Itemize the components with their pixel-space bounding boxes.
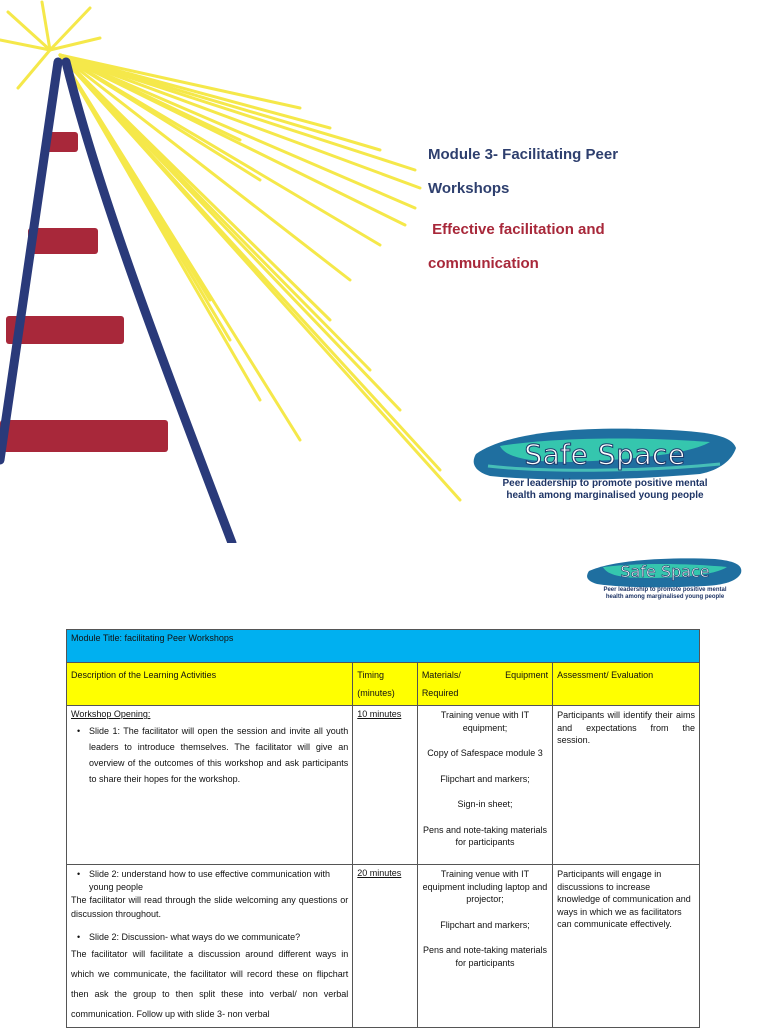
header-assessment: Assessment/ Evaluation: [553, 663, 700, 706]
row2-assessment: Participants will engage in discussions to increase knowledge of communication and ways in which we as facilitators can communicate effectively.: [553, 865, 700, 1028]
logo-tagline-small-line-1: Peer leadership to promote positive mental: [603, 587, 727, 593]
table-title-row: [67, 630, 700, 663]
header-timing: [353, 663, 418, 706]
row2-description: [67, 865, 353, 1028]
logo-wordmark: Safe Space: [524, 438, 686, 471]
module-subtitle: [428, 213, 728, 281]
row2-material-2: Flipchart and markers;: [440, 919, 530, 930]
row2-material-1: Training venue with IT equipment including laptop and projector;: [422, 869, 548, 904]
row2-materials: [417, 865, 552, 1028]
row1-materials: [417, 706, 552, 865]
row2-text-2: The facilitator will facilitate a discussion around different ways in which we communicate, the facilitator will record these on flipchart then ask the group to then split these into verbal/ non verbal communication. Follow up with slide 3- non verbal: [71, 948, 349, 1019]
row1-material-1: Training venue with IT equipment;: [440, 710, 530, 733]
table-row: [67, 706, 700, 865]
row2-text-1: The facilitator will read through the slide welcoming any questions or discussion throughout.: [71, 895, 349, 919]
row1-material-5: Pens and note-taking materials for participants: [422, 824, 548, 847]
row1-material-2: Copy of Safespace module 3: [427, 748, 543, 758]
row1-timing: [353, 706, 418, 865]
safe-space-logo-header: [585, 555, 745, 607]
row2-bullet-1: • Slide 2: understand how to use effective communication with young people: [71, 868, 348, 893]
header-timing-line-2: (minutes): [357, 688, 395, 698]
row2-material-3: Pens and note-taking materials for participants: [422, 945, 548, 968]
module-title-line-1: Module 3- Facilitating Peer: [428, 146, 619, 163]
logo-tagline-small-line-2: health among marginalised young people: [605, 594, 725, 600]
module-title-cell: Module Title: facilitating Peer Workshops: [67, 630, 700, 663]
header-materials-word-1: Materials/: [421, 670, 461, 680]
module-title-line-2: Workshops: [428, 180, 510, 197]
logo-tagline-small: [585, 587, 745, 601]
header-timing-line-1: Timing: [357, 670, 384, 680]
module-title: [428, 138, 728, 206]
row1-heading: Workshop Opening:: [71, 709, 151, 719]
table-row: [67, 865, 700, 1028]
header-materials-word-3: Required: [421, 688, 459, 698]
ladder-rails: [0, 62, 232, 543]
logo-wordmark-small: Safe Space: [620, 562, 710, 581]
header-description: Description of the Learning Activities: [67, 663, 353, 706]
row1-bullet: • Slide 1: The facilitator will open the session and invite all youth leaders to introduce themselves. The facilitator will give an overview of the outcomes of this workshop and ask participants to share their hopes for the workshop.: [71, 723, 348, 787]
logo-tagline-line-2: health among marginalised young people: [506, 490, 704, 501]
module-subtitle-line-2: communication: [428, 255, 539, 272]
row1-material-4: Sign-in sheet;: [457, 799, 513, 809]
header-materials-word-2: Equipment: [505, 670, 549, 680]
logo-tagline: [470, 478, 740, 502]
row1-assessment: Participants will identify their aims and expectations from the session.: [553, 706, 700, 865]
module-plan-table: [66, 629, 700, 1028]
ladder-sunburst-illustration: [0, 0, 480, 543]
table-header-row: [67, 663, 700, 706]
row1-material-3: Flipchart and markers;: [440, 773, 530, 784]
row1-description: [67, 706, 353, 865]
safe-space-logo: [470, 424, 740, 510]
header-materials: [417, 663, 552, 706]
row2-timing-value: 20 minutes: [357, 868, 402, 878]
module-subtitle-line-1: Effective facilitation and: [428, 221, 605, 238]
row1-timing-value: 10 minutes: [357, 709, 402, 719]
row2-bullet-2: • Slide 2: Discussion- what ways do we communicate?: [71, 931, 348, 944]
logo-tagline-line-1: Peer leadership to promote positive mental: [502, 478, 708, 489]
row2-timing: [353, 865, 418, 1028]
